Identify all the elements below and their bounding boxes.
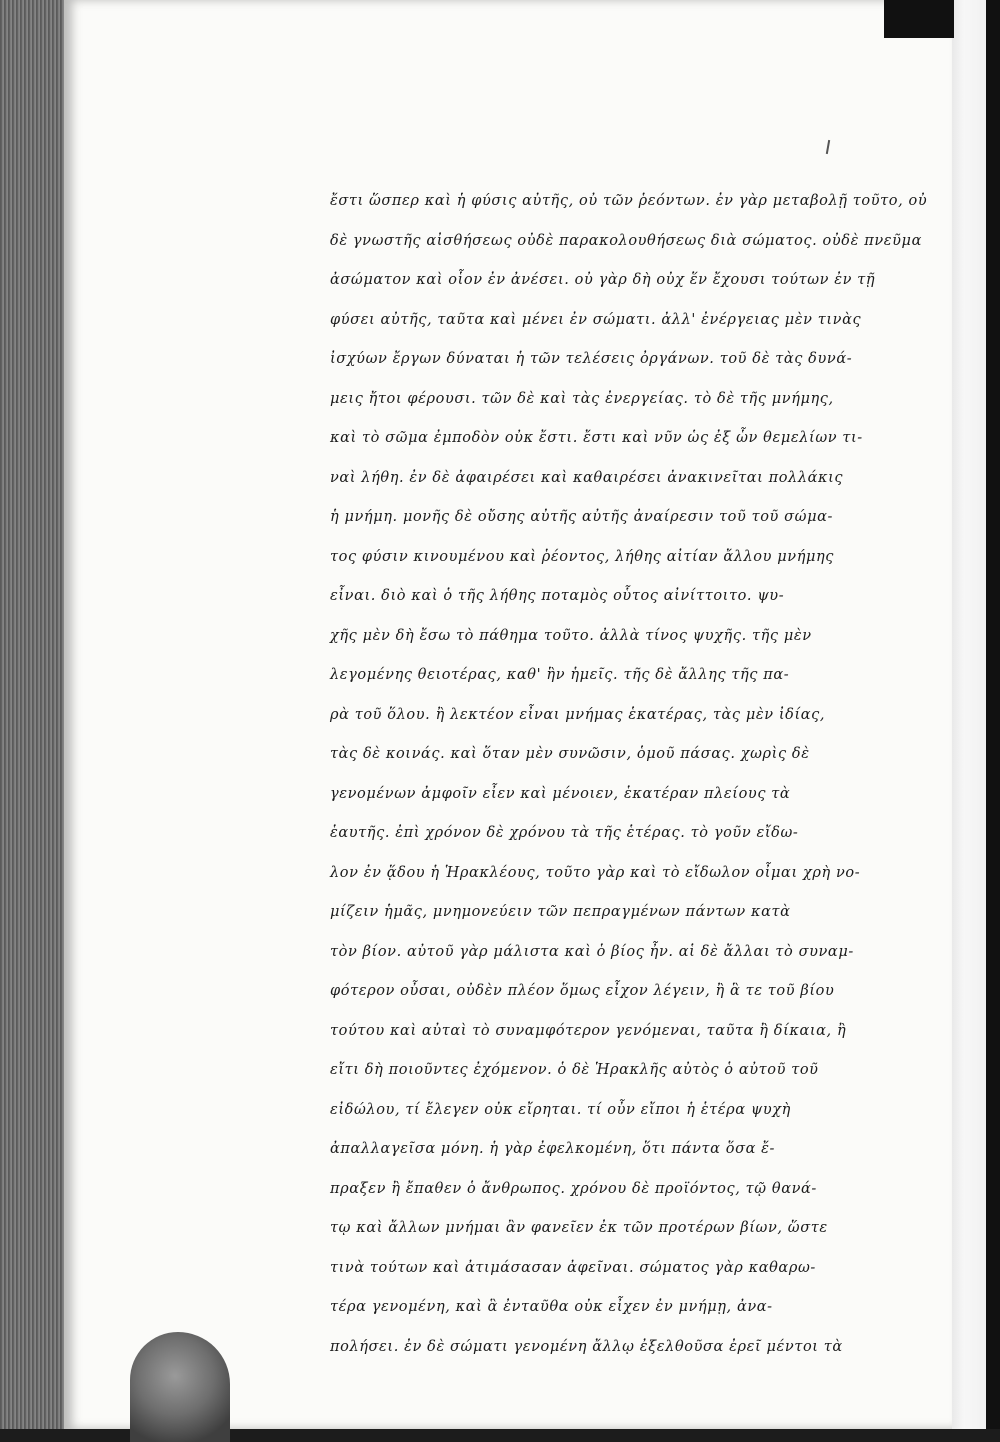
text-line: τινὰ τούτων καὶ ἀτιμάσασαν ἀφεῖναι. σώματος γὰρ καθαρω- [330, 1259, 816, 1276]
text-line: ἔστι ὥσπερ καὶ ἡ φύσις αὐτῆς, οὐ τῶν ῥεόντων. ἐν γὰρ μεταβολῇ τοῦτο, οὐ [330, 193, 928, 209]
text-line: ἀπαλλαγεῖσα μόνη. ἡ γὰρ ἐφελκομένη, ὅτι πάντα ὅσα ἔ- [330, 1141, 776, 1157]
handwritten-text-block [330, 182, 928, 1367]
corner-shadow [884, 0, 954, 38]
text-line: ἑαυτῆς. ἐπὶ χρόνον δὲ χρόνου τὰ τῆς ἑτέρας. τὸ γοῦν εἴδω- [330, 825, 799, 841]
text-line: τέρα γενομένη, καὶ ἃ ἐνταῦθα οὐκ εἶχεν ἐν μνήμῃ, ἀνα- [330, 1299, 773, 1315]
binding-shadow [986, 0, 1000, 1429]
text-line: εἰδώλου, τί ἔλεγεν οὐκ εἴρηται. τί οὖν εἴποι ἡ ἑτέρα ψυχὴ [330, 1101, 791, 1118]
text-line: φύσει αὐτῆς, ταῦτα καὶ μένει ἐν σώματι. ἀλλ' ἐνέργειας μὲν τινὰς [330, 311, 862, 328]
text-line: μίζειν ἡμᾶς, μνημονεύειν τῶν πεπραγμένων πάντων κατὰ [330, 904, 791, 920]
text-line: χῆς μὲν δὴ ἔσω τὸ πάθημα τοῦτο. ἀλλὰ τίνος ψυχῆς. τῆς μὲν [330, 627, 812, 644]
text-line: ρὰ τοῦ ὅλου. ἢ λεκτέον εἶναι μνήμας ἑκατέρας, τὰς μὲν ἰδίας, [330, 706, 826, 723]
text-line: λον ἐν ᾅδου ἡ Ἡρακλέους, τοῦτο γὰρ καὶ τὸ εἴδωλον οἶμαι χρὴ νο- [330, 864, 861, 881]
text-line: καὶ τὸ σῶμα ἐμποδὸν οὐκ ἔστι. ἔστι καὶ νῦν ὡς ἐξ ὧν θεμελίων τι- [330, 430, 863, 446]
text-line: ναὶ λήθη. ἐν δὲ ἀφαιρέσει καὶ καθαιρέσει ἀνακινεῖται πολλάκις [330, 469, 844, 486]
facing-page-edge [952, 0, 1000, 1429]
text-line: τούτου καὶ αὐταὶ τὸ συναμφότερον γενόμεναι, ταῦτα ἢ δίκαια, ἢ [330, 1022, 847, 1039]
text-line: ἡ μνήμη. μονῆς δὲ οὔσης αὐτῆς αὐτῆς ἀναίρεσιν τοῦ τοῦ σώμα- [330, 509, 833, 525]
text-line: τῳ καὶ ἄλλων μνήμαι ἂν φανεῖεν ἐκ τῶν προτέρων βίων, ὥστε [330, 1220, 828, 1236]
text-line: εἴτι δὴ ποιοῦντες ἐχόμενον. ὁ δὲ Ἡρακλῆς αὐτὸς ὁ αὐτοῦ τοῦ [330, 1062, 819, 1078]
text-line: λεγομένης θειοτέρας, καθ' ἣν ἡμεῖς. τῆς δὲ ἄλλης τῆς πα- [330, 667, 790, 683]
text-line: ἰσχύων ἔργων δύναται ἡ τῶν τελέσεις ὀργάνων. τοῦ δὲ τὰς δυνά- [330, 351, 853, 367]
text-line: δὲ γνωστῆς αἰσθήσεως οὐδὲ παρακολουθήσεως διὰ σώματος. οὐδὲ πνεῦμα [330, 232, 922, 249]
text-line: γενομένων ἀμφοῖν εἶεν καὶ μένοιεν, ἑκατέραν πλείους τὰ [330, 785, 791, 802]
text-line: τὸν βίον. αὐτοῦ γὰρ μάλιστα καὶ ὁ βίος ἦν. αἱ δὲ ἄλλαι τὸ συναμ- [330, 943, 854, 960]
text-line: πολήσει. ἐν δὲ σώματι γενομένη ἄλλῳ ἐξελθοῦσα ἐρεῖ μέντοι τὰ [330, 1338, 843, 1355]
text-line: μεις ἤτοι φέρουσι. τῶν δὲ καὶ τὰς ἐνεργείας. τὸ δὲ τῆς μνήμης, [330, 390, 834, 407]
text-line: εἶναι. διὸ καὶ ὁ τῆς λήθης ποταμὸς οὗτος αἰνίττοιτο. ψυ- [330, 588, 785, 604]
book-fore-edge [0, 0, 70, 1429]
text-line: τος φύσιν κινουμένου καὶ ῥέοντος, λήθης αἰτίαν ἄλλου μνήμης [330, 548, 835, 565]
text-line: φότερον οὖσαι, οὐδὲν πλέον ὅμως εἶχον λέγειν, ἢ ἃ τε τοῦ βίου [330, 983, 835, 999]
holding-thumb [130, 1332, 230, 1442]
text-line: τὰς δὲ κοινάς. καὶ ὅταν μὲν συνῶσιν, ὁμοῦ πάσας. χωρὶς δὲ [330, 746, 810, 762]
text-line: πραξεν ἢ ἔπαθεν ὁ ἄνθρωπος. χρόνου δὲ προϊόντος, τῷ θανά- [330, 1180, 817, 1197]
text-line: ἀσώματον καὶ οἷον ἐν ἀνέσει. οὐ γὰρ δὴ οὐχ ἕν ἔχουσι τούτων ἐν τῇ [330, 272, 876, 288]
